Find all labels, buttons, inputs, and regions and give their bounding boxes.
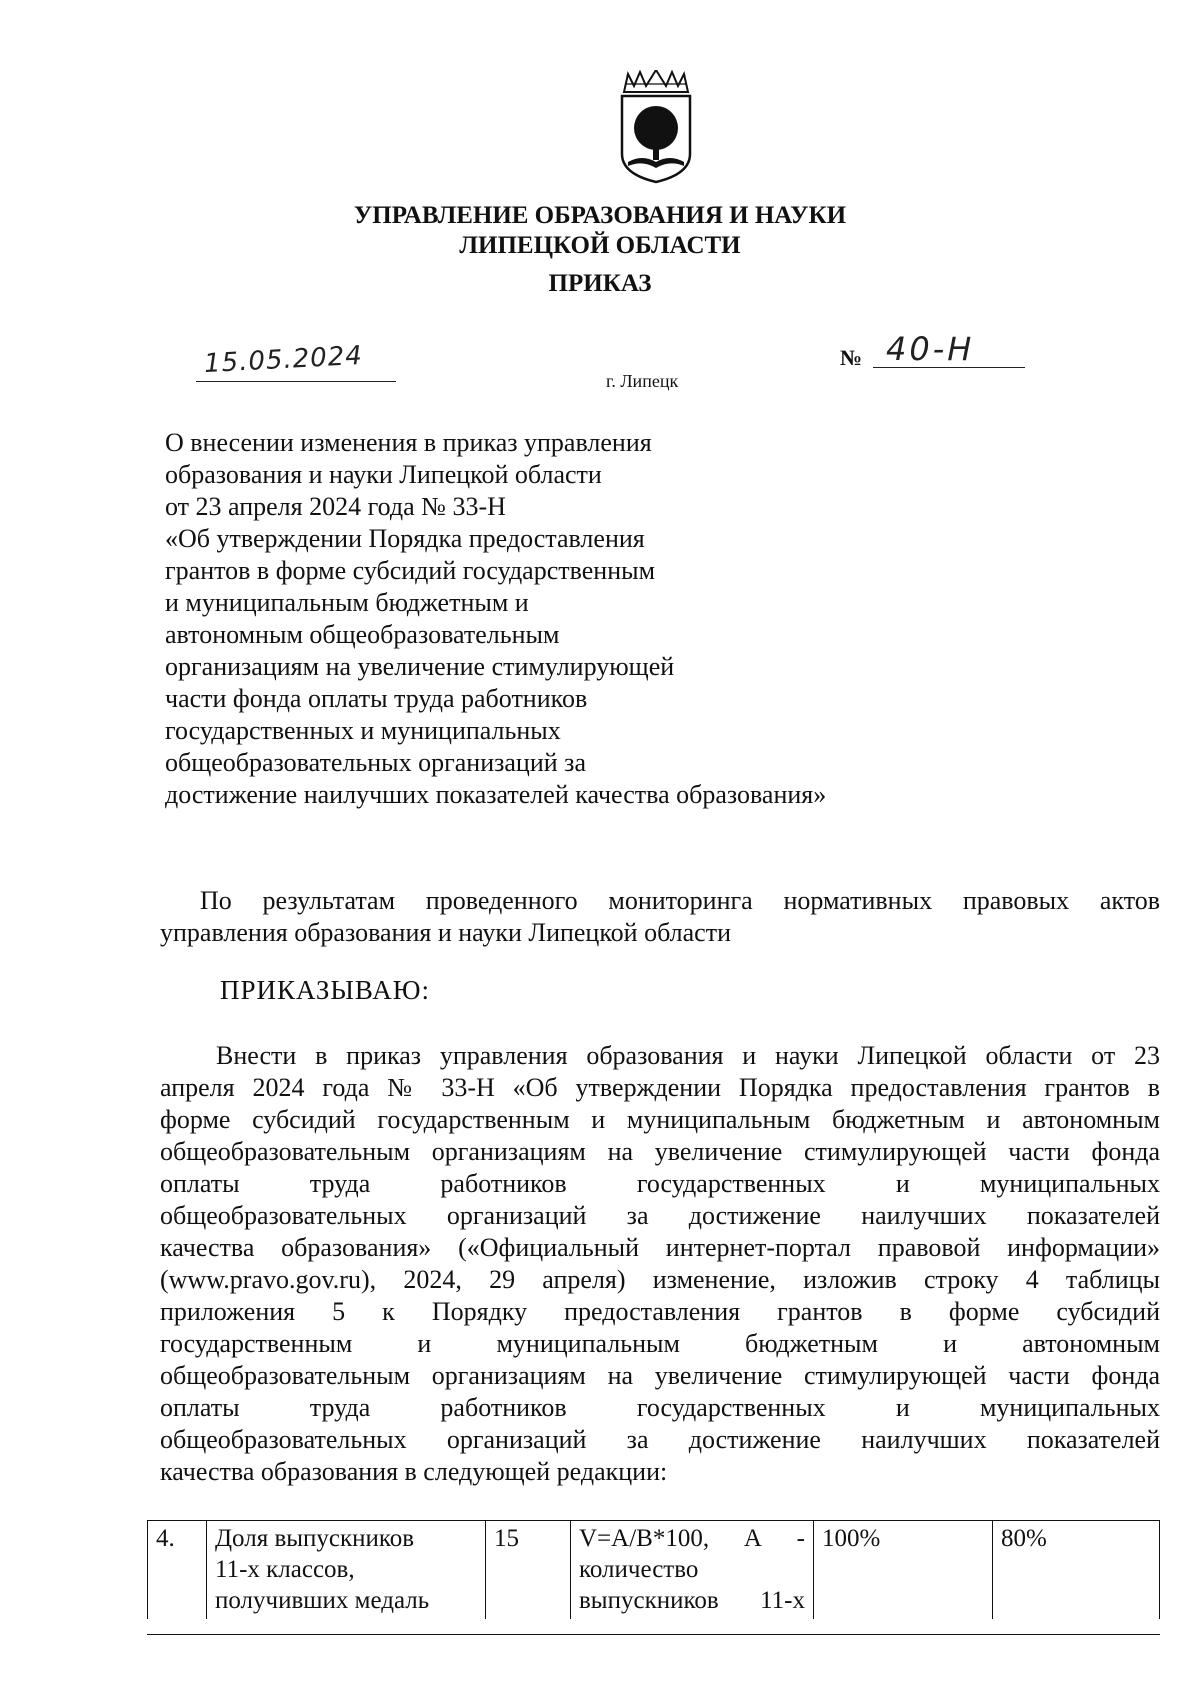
main-line: оплаты труда работников государственных и муниципальных	[160, 1393, 1160, 1422]
table-bottom-rule	[147, 1634, 1160, 1635]
subject-line: О внесении изменения в приказ управления	[165, 428, 652, 457]
main-line: апреля 2024 года № 33-Н «Об утверждении Порядка предоставления грантов в	[160, 1073, 1160, 1102]
number-label: №	[840, 345, 863, 370]
subject-line: от 23 апреля 2024 года № 33-Н	[165, 492, 506, 521]
main-line: качества образования в следующей редакции:	[160, 1457, 668, 1486]
subject-line: государственных и муниципальных	[165, 716, 561, 745]
date-underline	[196, 381, 396, 382]
main-line: (www.pravo.gov.ru), 2024, 29 апреля) изменение, изложив строку 4 таблицы	[160, 1265, 1160, 1294]
indicator-cell	[207, 1521, 486, 1620]
main-line: качества образования» («Официальный интернет-портал правовой информации»	[160, 1233, 1160, 1262]
subject-line: части фонда оплаты труда работников	[165, 684, 588, 713]
formula-line: количество	[579, 1556, 699, 1583]
order-word: ПРИКАЗЫВАЮ:	[220, 975, 430, 1005]
subject-line: образования и науки Липецкой области	[165, 460, 602, 489]
formula-line: V=A/B*100, А -	[579, 1525, 805, 1552]
subject-line: достижение наилучших показателей качества образования»	[165, 780, 827, 809]
subject-line: автономным общеобразовательным	[165, 620, 560, 649]
org-name-line-1: УПРАВЛЕНИЕ ОБРАЗОВАНИЯ И НАУКИ	[353, 202, 847, 229]
indicator-table	[147, 1520, 1160, 1619]
indicator-line: получивших медаль	[215, 1587, 430, 1614]
subject-line: «Об утверждении Порядка предоставления	[165, 524, 645, 553]
number-underline	[873, 367, 1025, 368]
preamble-paragraph	[160, 885, 1160, 949]
indicator-line: Доля выпускников	[215, 1525, 415, 1552]
row-number-cell: 4.	[148, 1521, 207, 1620]
formula-cell	[571, 1521, 814, 1620]
weight-cell: 15	[486, 1521, 571, 1620]
formula-line: выпускников 11-х	[579, 1587, 805, 1614]
max-value-cell: 100%	[814, 1521, 993, 1620]
main-line: Внести в приказ управления образования и науки Липецкой области от 23	[216, 1041, 1160, 1070]
subject-line: общеобразовательных организаций за	[165, 748, 586, 777]
org-name-line-2: ЛИПЕЦКОЙ ОБЛАСТИ	[459, 232, 741, 259]
document-subject	[165, 427, 965, 811]
preamble-line: По результатам проведенного мониторинга нормативных правовых актов	[200, 886, 1160, 915]
handwritten-date: 15.05.2024	[203, 340, 364, 380]
subject-line: организациям на увеличение стимулирующей	[165, 652, 675, 681]
indicator-line: 11-х классов,	[215, 1556, 355, 1583]
city: г. Липецк	[606, 371, 679, 391]
preamble-line: управления образования и науки Липецкой области	[160, 918, 731, 947]
main-line: государственным и муниципальным бюджетным и автономным	[160, 1329, 1160, 1358]
main-line: оплаты труда работников государственных и муниципальных	[160, 1169, 1160, 1198]
subject-line: грантов в форме субсидий государственным	[165, 556, 656, 585]
threshold-value-cell: 80%	[993, 1521, 1160, 1620]
main-line: общеобразовательным организациям на увеличение стимулирующей части фонда	[160, 1137, 1160, 1166]
coat-of-arms-emblem	[618, 70, 694, 186]
main-line: общеобразовательных организаций за достижение наилучших показателей	[160, 1425, 1160, 1454]
main-line: общеобразовательным организациям на увеличение стимулирующей части фонда	[160, 1361, 1160, 1390]
document-kind: ПРИКАЗ	[548, 270, 652, 297]
main-paragraph	[160, 1040, 1160, 1488]
handwritten-number: 40-Н	[886, 330, 975, 368]
main-line: общеобразовательных организаций за достижение наилучших показателей	[160, 1201, 1160, 1230]
main-line: приложения 5 к Порядку предоставления грантов в форме субсидий	[160, 1297, 1160, 1326]
table-row	[148, 1521, 1160, 1620]
main-line: форме субсидий государственным и муниципальным бюджетным и автономным	[160, 1105, 1160, 1134]
subject-line: и муниципальным бюджетным и	[165, 588, 529, 617]
